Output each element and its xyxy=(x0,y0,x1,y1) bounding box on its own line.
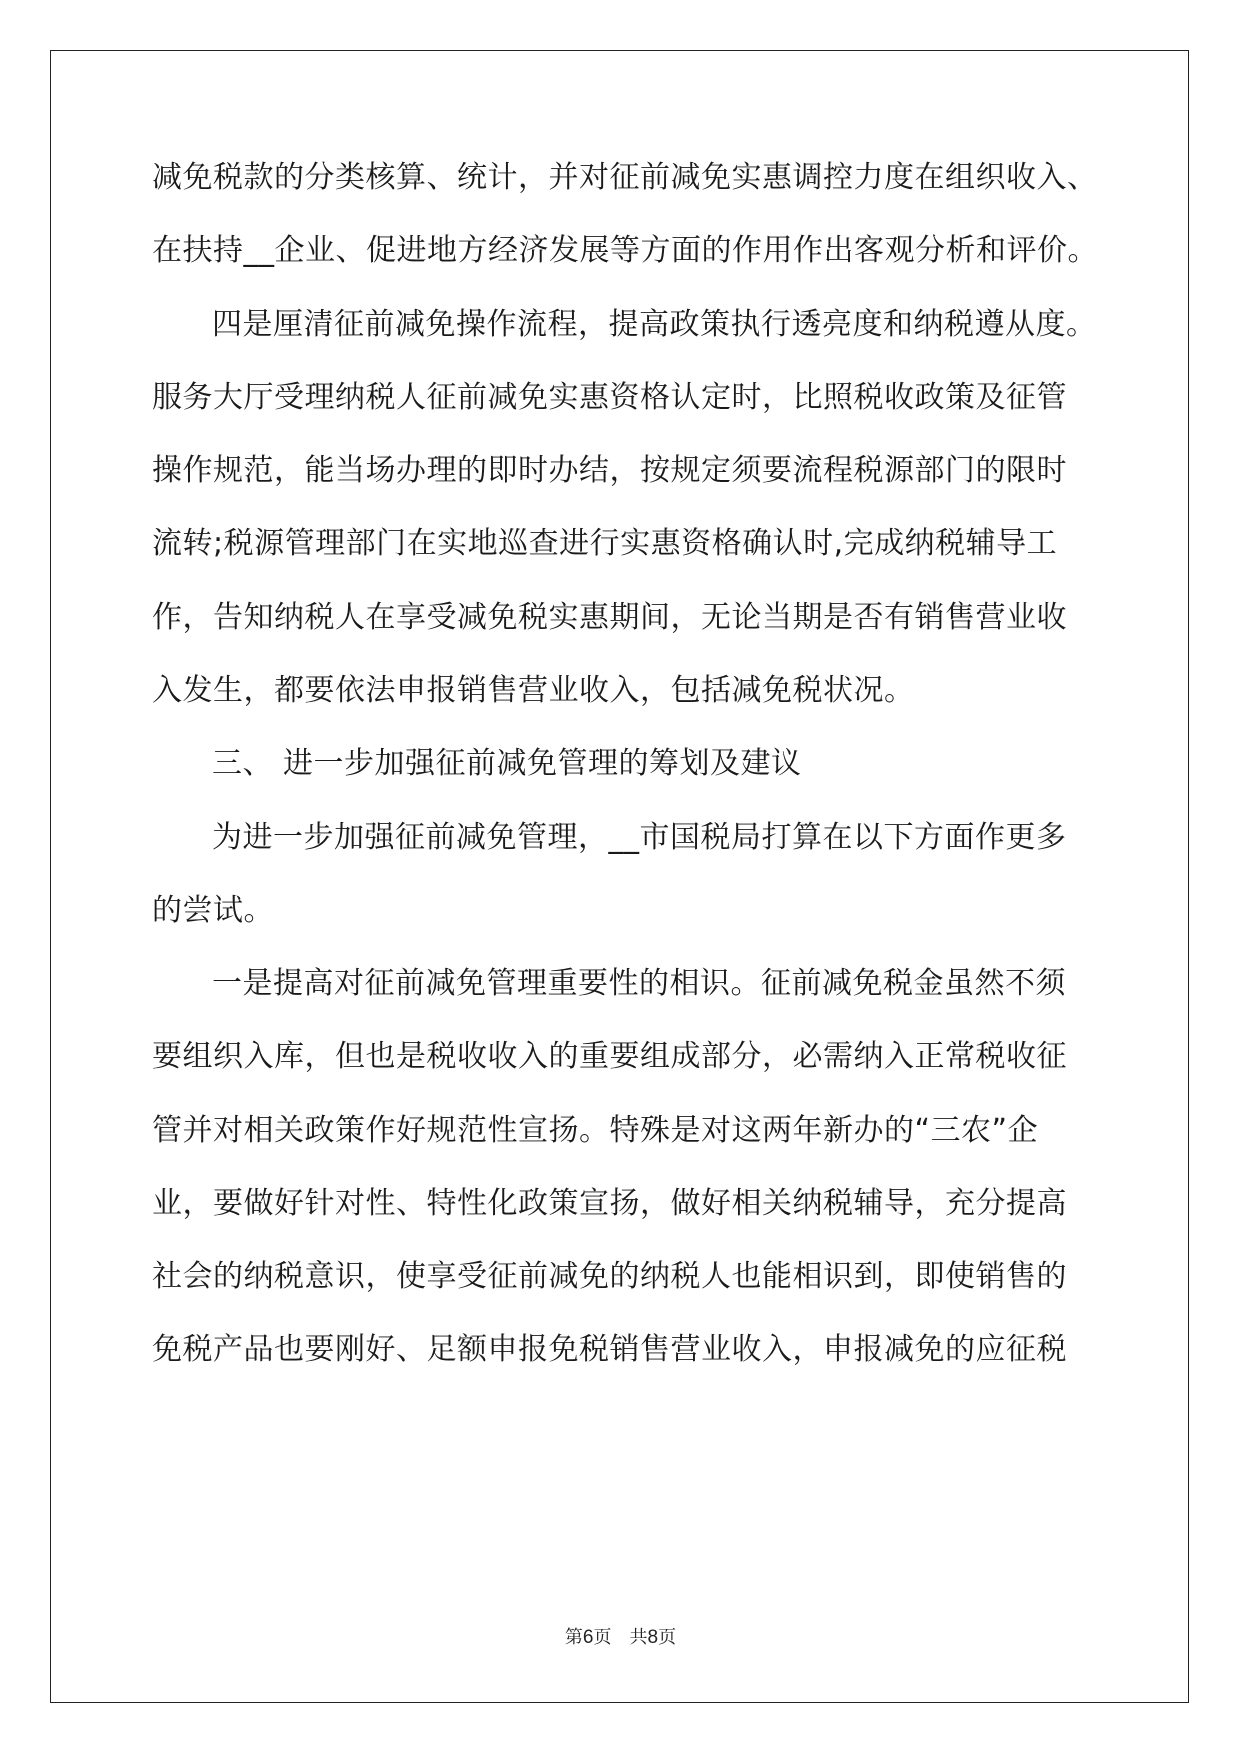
footer-prefix: 第 xyxy=(564,1627,583,1648)
text-line: 作，告知纳税人在享受减免税实惠期间，无论当期是否有销售营业收 xyxy=(152,600,1067,635)
page-footer xyxy=(0,1623,1241,1649)
text-line: 入发生，都要依法申报销售营业收入，包括减免税状况。 xyxy=(152,673,915,708)
text-line: 免税产品也要刚好、足额申报免税销售营业收入，申报减免的应征税 xyxy=(152,1332,1067,1367)
total-page-number: 8 xyxy=(647,1627,659,1648)
text-line: 流转;税源管理部门在实地巡查进行实惠资格确认时,完成纳税辅导工 xyxy=(152,526,1058,561)
footer-middle: 页 共 xyxy=(593,1627,648,1648)
text-line: 在扶持__企业、促进地方经济发展等方面的作用作出客观分析和评价。 xyxy=(152,233,1098,268)
text-line: 管并对相关政策作好规范性宣扬。特殊是对这两年新办的“三农”企 xyxy=(152,1113,1039,1148)
text-line: 要组织入库，但也是税收收入的重要组成部分，必需纳入正常税收征 xyxy=(152,1039,1067,1074)
text-line: 一是提高对征前减免管理重要性的相识。征前减免税金虽然不须 xyxy=(212,966,1066,1001)
text-line: 为进一步加强征前减免管理，__市国税局打算在以下方面作更多 xyxy=(212,820,1067,855)
text-line: 减免税款的分类核算、统计，并对征前减免实惠调控力度在组织收入、 xyxy=(152,160,1098,195)
section-heading: 三、 进一步加强征前减免管理的筹划及建议 xyxy=(212,746,802,781)
footer-suffix: 页 xyxy=(658,1627,677,1648)
text-line: 服务大厅受理纳税人征前减免实惠资格认定时，比照税收政策及征管 xyxy=(152,380,1067,415)
text-line: 业，要做好针对性、特性化政策宣扬，做好相关纳税辅导，充分提高 xyxy=(152,1186,1067,1221)
text-line: 社会的纳税意识，使享受征前减免的纳税人也能相识到，即使销售的 xyxy=(152,1259,1067,1294)
text-line: 的尝试。 xyxy=(152,893,274,928)
current-page-number: 6 xyxy=(582,1627,594,1648)
text-line: 四是厘清征前减免操作流程，提高政策执行透亮度和纳税遵从度。 xyxy=(212,307,1097,342)
page-border xyxy=(50,50,1189,1703)
text-line: 操作规范，能当场办理的即时办结，按规定须要流程税源部门的限时 xyxy=(152,453,1067,488)
